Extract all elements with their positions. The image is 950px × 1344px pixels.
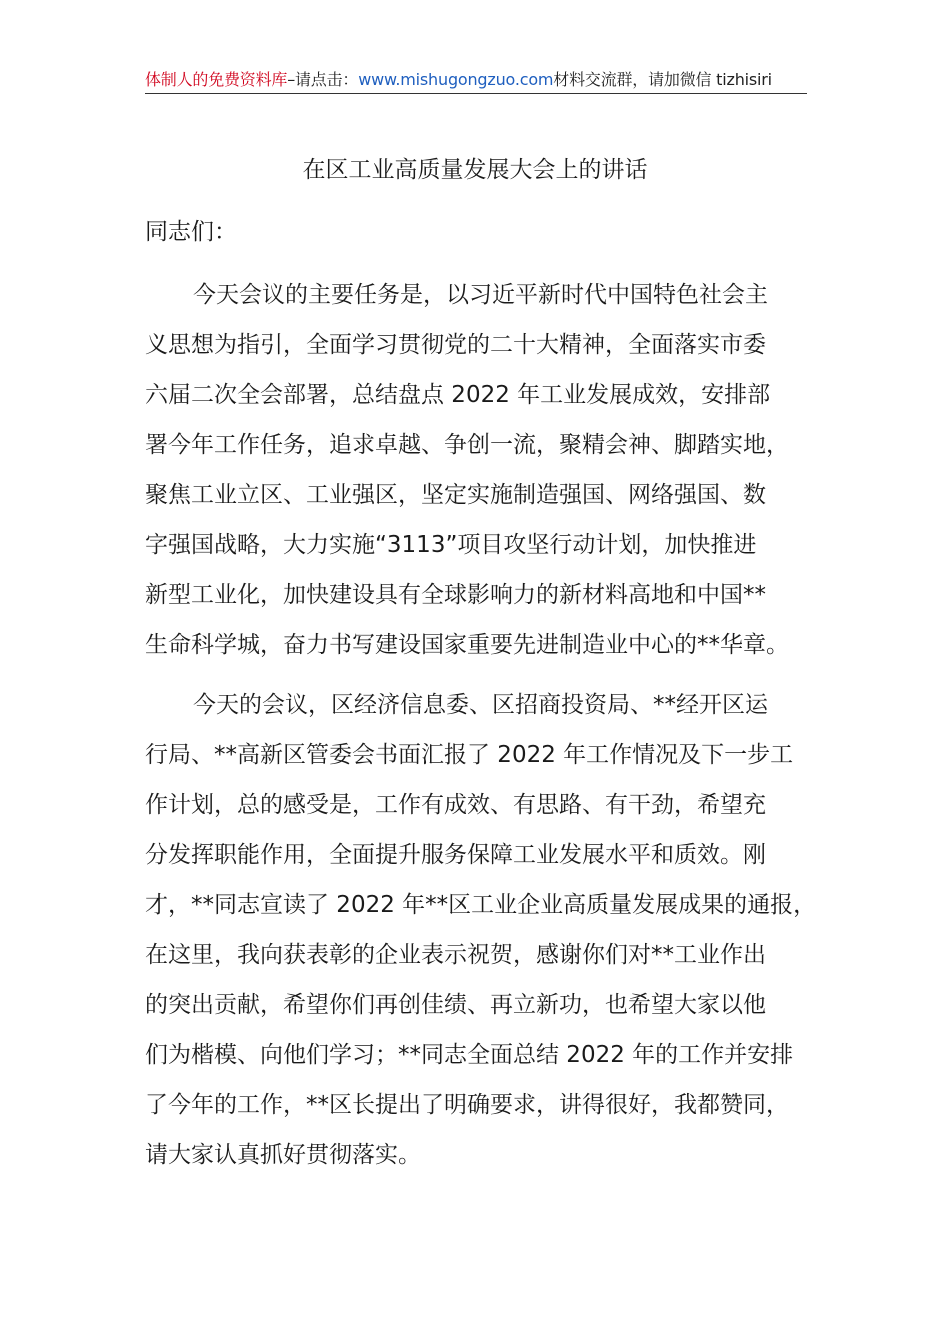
salutation: 同志们： [145, 219, 237, 245]
paragraph-line: 请大家认真抓好贯彻落实。 [145, 1142, 421, 1168]
paragraph-1 [145, 270, 810, 670]
header-prompt: –请点击： [287, 70, 359, 89]
paragraph-line: 义思想为指引，全面学习贯彻党的二十大精神，全面落实市委 [145, 332, 766, 358]
header-brand: 体制人的免费资料库 [145, 70, 288, 89]
paragraph-line: 今天的会议，区经济信息委、区招商投资局、**经开区运 [193, 692, 768, 718]
document-title: 在区工业高质量发展大会上的讲话 [302, 157, 648, 183]
paragraph-line: 的突出贡献，希望你们再创佳绩、再立新功，也希望大家以他 [145, 992, 766, 1018]
paragraph-line: 才，**同志宣读了 2022 年**区工业企业高质量发展成果的通报， [145, 892, 817, 918]
paragraph-line: 分发挥职能作用，全面提升服务保障工业发展水平和质效。刚 [145, 842, 766, 868]
paragraph-2 [145, 680, 817, 1180]
page-header [145, 68, 807, 92]
paragraph-line: 生命科学城，奋力书写建设国家重要先进制造业中心的**华章。 [145, 632, 789, 658]
header-divider [145, 93, 807, 94]
paragraph-line: 今天会议的主要任务是，以习近平新时代中国特色社会主 [193, 282, 768, 308]
header-link[interactable]: www.mishugongzuo.com [358, 70, 554, 89]
paragraph-line: 六届二次全会部署，总结盘点 2022 年工业发展成效，安排部 [145, 382, 771, 408]
paragraph-line: 作计划，总的感受是，工作有成效、有思路、有干劲，希望充 [145, 792, 766, 818]
paragraph-line: 字强国战略，大力实施“3113”项目攻坚行动计划，加快推进 [145, 532, 757, 558]
paragraph-line: 行局、**高新区管委会书面汇报了 2022 年工作情况及下一步工 [145, 742, 794, 768]
paragraph-line: 新型工业化，加快建设具有全球影响力的新材料高地和中国** [145, 582, 766, 608]
paragraph-line: 聚焦工业立区、工业强区，坚定实施制造强国、网络强国、数 [145, 482, 766, 508]
paragraph-line: 们为楷模、向他们学习；**同志全面总结 2022 年的工作并安排 [145, 1042, 794, 1068]
paragraph-line: 了今年的工作，**区长提出了明确要求，讲得很好，我都赞同， [145, 1092, 789, 1118]
paragraph-line: 署今年工作任务，追求卓越、争创一流，聚精会神、脚踏实地， [145, 432, 789, 458]
paragraph-line: 在这里，我向获表彰的企业表示祝贺，感谢你们对**工业作出 [145, 942, 766, 968]
header-contact: 材料交流群，请加微信 tizhisiri [553, 70, 772, 89]
